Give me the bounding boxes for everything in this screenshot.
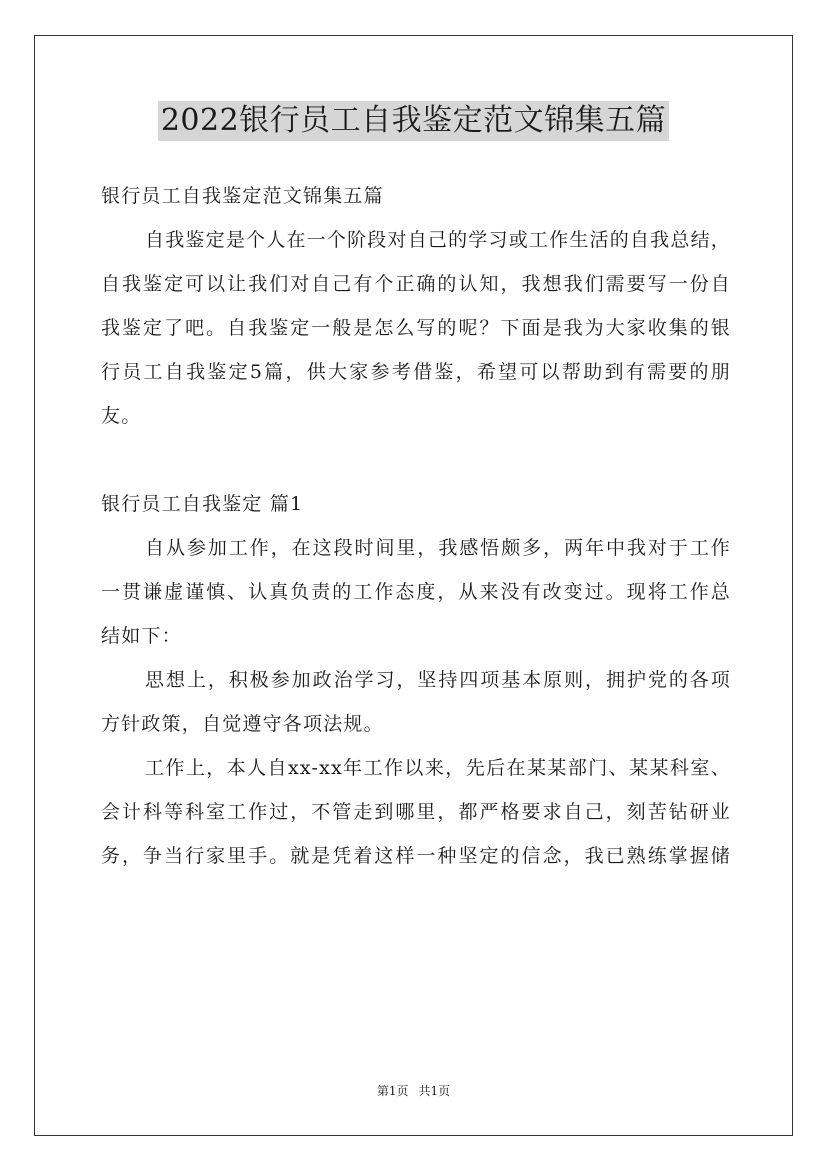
paragraph-line: 务，争当行家里手。就是凭着这样一种坚定的信念，我已熟练掌握储 bbox=[101, 845, 731, 867]
page-count: 共1页 bbox=[418, 1084, 451, 1098]
paragraph-line: 行员工自我鉴定5篇，供大家参考借鉴，希望可以帮助到有需要的朋 bbox=[101, 361, 731, 383]
document-title: 2022银行员工自我鉴定范文锦集五篇 bbox=[158, 101, 669, 141]
subtitle: 银行员工自我鉴定范文锦集五篇 bbox=[101, 185, 384, 207]
paragraph-line: 结如下： bbox=[101, 625, 182, 647]
page-number: 第1页 bbox=[376, 1084, 409, 1098]
spacer bbox=[101, 438, 731, 482]
paragraph-line: 思想上，积极参加政治学习，坚持四项基本原则，拥护党的各项 bbox=[145, 669, 731, 691]
intro-paragraph bbox=[101, 218, 731, 438]
paragraph-1 bbox=[101, 526, 731, 658]
paragraph-line: 我鉴定了吧。自我鉴定一般是怎么写的呢？下面是我为大家收集的银 bbox=[101, 317, 731, 339]
section-heading: 银行员工自我鉴定 篇1 bbox=[101, 493, 304, 515]
paragraph-line: 友。 bbox=[101, 405, 142, 427]
page-footer bbox=[0, 1082, 827, 1100]
title-container bbox=[0, 101, 827, 141]
paragraph-2 bbox=[101, 658, 731, 746]
document-body bbox=[101, 174, 731, 878]
paragraph-line: 一贯谦虚谨慎、认真负责的工作态度，从来没有改变过。现将工作总 bbox=[101, 581, 731, 603]
paragraph-line: 自从参加工作，在这段时间里，我感悟颇多，两年中我对于工作 bbox=[145, 537, 731, 559]
paragraph-3 bbox=[101, 746, 731, 878]
paragraph-line: 自我鉴定可以让我们对自己有个正确的认知，我想我们需要写一份自 bbox=[101, 273, 731, 295]
paragraph-line: 方针政策，自觉遵守各项法规。 bbox=[101, 713, 384, 735]
paragraph-line: 自我鉴定是个人在一个阶段对自己的学习或工作生活的自我总结， bbox=[145, 229, 731, 251]
paragraph-line: 会计科等科室工作过，不管走到哪里，都严格要求自己，刻苦钻研业 bbox=[101, 801, 731, 823]
paragraph-line: 工作上，本人自xx-xx年工作以来，先后在某某部门、某某科室、 bbox=[145, 757, 731, 779]
